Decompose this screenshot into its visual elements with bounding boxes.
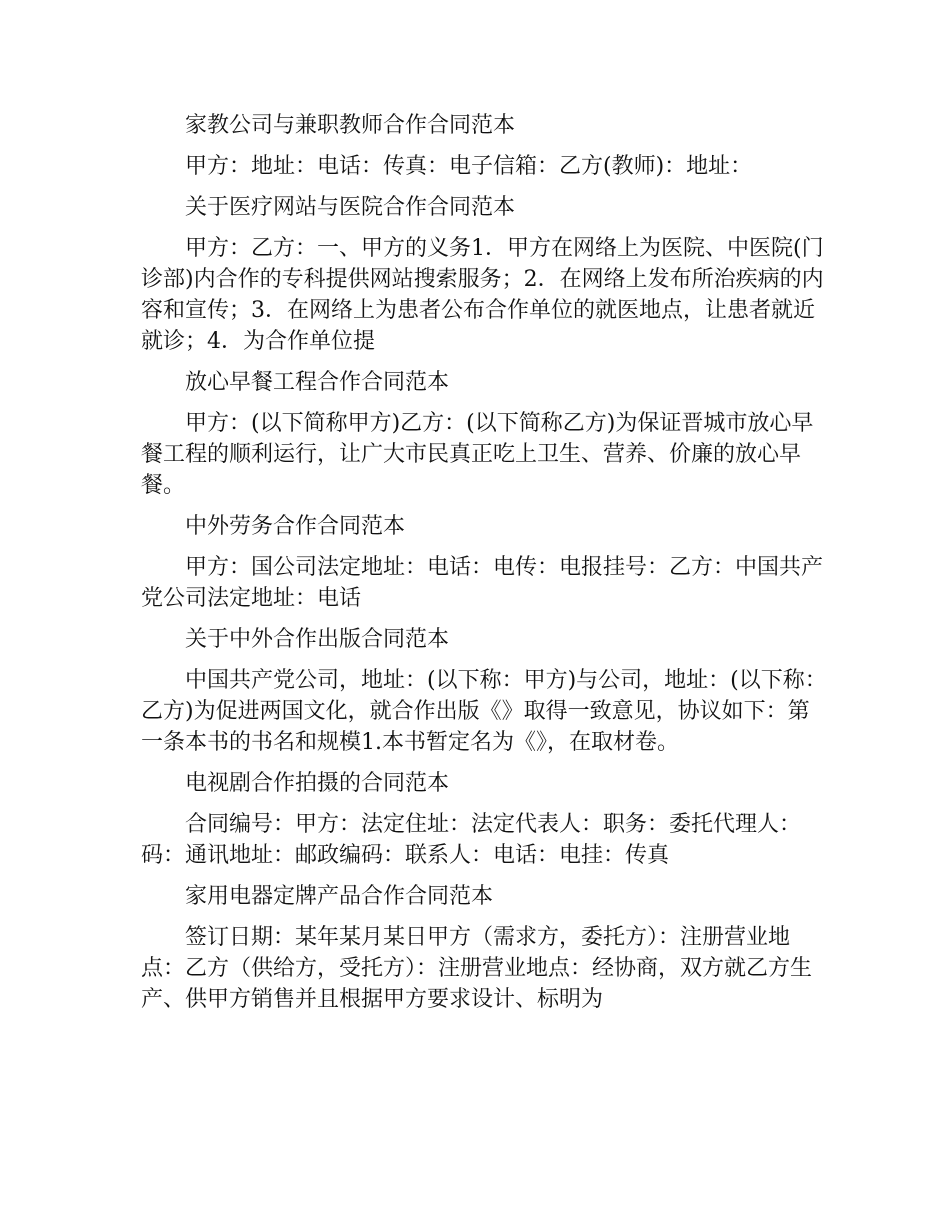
section-body-3: 甲方：(以下简称甲方)乙方：(以下简称乙方)为保证晋城市放心早餐工程的顺利运行，让广大市民真正吃上卫生、营养、价廉的放心早餐。 [141,411,814,498]
section-body-7: 签订日期：某年某月某日甲方（需求方，委托方）：注册营业地点：乙方（供给方，受托方）：注册营业地点：经协商，双方就乙方生产、供甲方销售并且根据甲方要求设计、标明为 [141,925,813,1012]
section-title-3: 放心早餐工程合作合同范本 [185,370,450,395]
section-title-1: 家教公司与兼职教师合作合同范本 [185,113,516,138]
section-title-4: 中外劳务合作合同范本 [185,514,406,539]
document-page [141,110,831,1025]
section-body-2: 甲方：乙方：一、甲方的义务1．甲方在网络上为医院、中医院(门诊部)内合作的专科提供网站搜索服务；2．在网络上发布所治疾病的内容和宣传；3．在网络上为患者公布合作单位的就医地点，让患者就近就诊；4．为合作单位提 [141,236,824,354]
section-title-6: 电视剧合作拍摄的合同范本 [185,771,450,796]
section-title-2: 关于医疗网站与医院合作合同范本 [185,195,516,220]
section-body-1: 甲方：地址：电话：传真：电子信箱：乙方(教师)：地址： [185,154,753,179]
section-body-4: 甲方：国公司法定地址：电话：电传：电报挂号：乙方：中国共产党公司法定地址：电话 [141,555,824,611]
section-body-5: 中国共产党公司，地址：(以下称：甲方)与公司，地址：(以下称：乙方)为促进两国文化，就合作出版《》取得一致意见，协议如下：第一条本书的书名和规模1.本书暂定名为《》，在取材卷。 [141,668,827,755]
section-body-6: 合同编号：甲方：法定住址：法定代表人：职务：委托代理人：码：通讯地址：邮政编码：联系人：电话：电挂：传真 [141,812,802,868]
section-title-5: 关于中外合作出版合同范本 [185,627,450,652]
section-title-7: 家用电器定牌产品合作合同范本 [185,884,494,909]
